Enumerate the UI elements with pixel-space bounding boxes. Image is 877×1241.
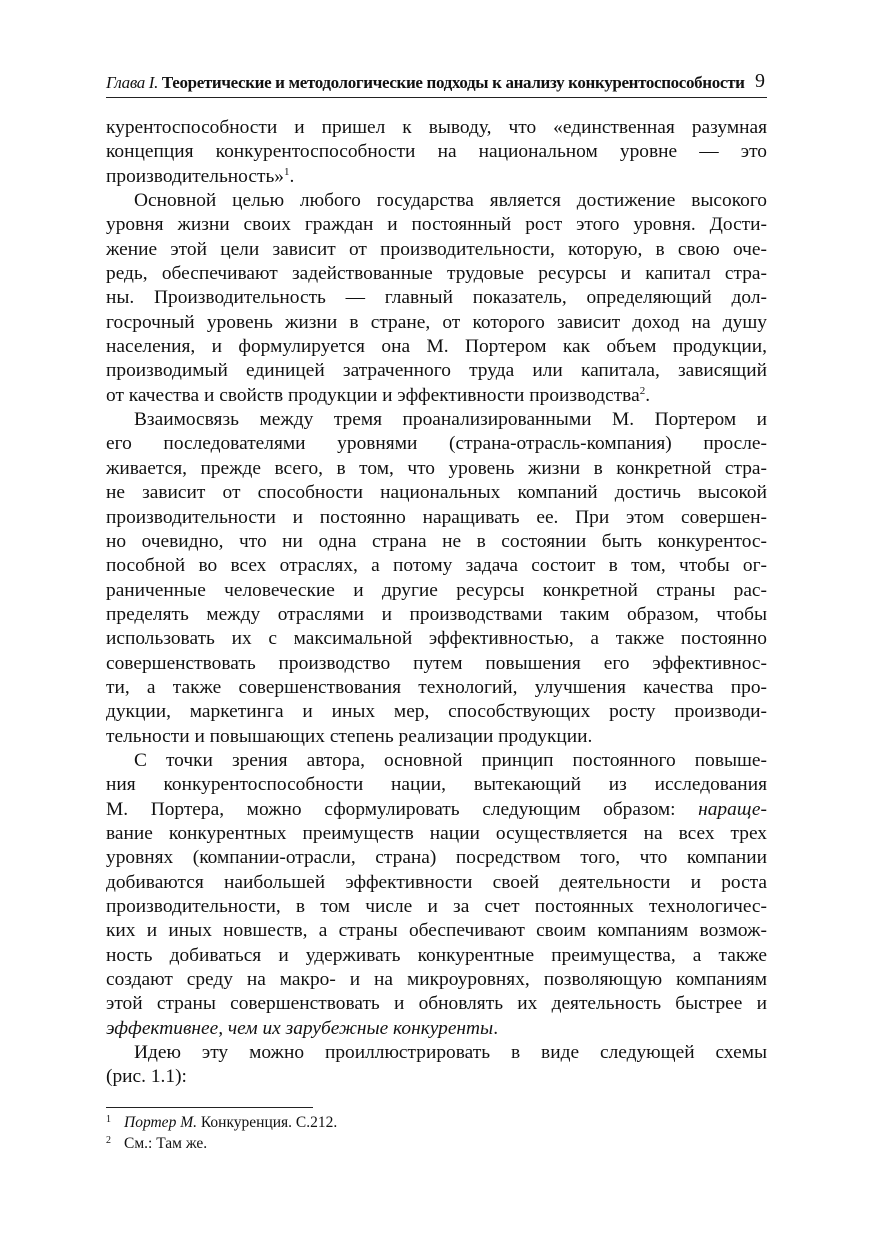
text-line: производительности и постоянно наращивать ее. При этом совершен- (106, 506, 767, 528)
text-line: не зависит от способности национальных компаний достичь высокой (106, 482, 767, 504)
text-line: но очевидно, что ни одна страна не в состоянии быть конкурентос- (106, 530, 767, 552)
text-line: жение этой цели зависит от производительности, которую, в свою оче- (106, 238, 767, 260)
text-line: курентоспособности и пришел к выводу, что «единственная разумная (106, 117, 767, 138)
text-line (106, 798, 767, 822)
text-line: производимый единицей затраченного труда или капитала, зависящий (106, 360, 767, 382)
text-line-italic: ность добиваться и удерживать конкурентные преимущества, а также (106, 944, 767, 966)
text-line: тельности и повышающих степень реализации продукции. (106, 725, 593, 747)
footnote: 1 Портер М. Конкуренция. С.212. (106, 1114, 338, 1131)
text-line-italic: ких и иных новшеств, а страны обеспечивают своим компаниям возмож- (106, 920, 767, 942)
footnote-ref: 2 (639, 384, 646, 397)
text-fragment-italic: нараще- (698, 798, 767, 820)
text-fragment: производительность» (106, 165, 284, 187)
text-line: С точки зрения автора, основной принцип постоянного повыше- (134, 749, 767, 771)
text-line (106, 1017, 767, 1041)
text-line: концепция конкурентоспособности на национальном уровне — это (106, 141, 767, 163)
text-line-italic: производительности, в том числе и за счет постоянных технологичес- (106, 896, 767, 917)
text-fragment: М. Портера, можно сформулировать следующим образом: (106, 798, 676, 820)
text-line-italic: добиваются наибольшей эффективности своей деятельности и роста (106, 871, 767, 893)
body-text (106, 116, 767, 1090)
text-fragment-italic: эффективнее, чем их зарубежные конкуренты (106, 1017, 494, 1039)
text-line-italic: вание конкурентных преимуществ нации осуществляется на всех трех (106, 822, 767, 844)
text-line: уровня жизни своих граждан и постоянный рост этого уровня. Дости- (106, 214, 767, 236)
text-line-italic: уровнях (компании-отрасли, страна) посредством того, что компании (106, 847, 767, 869)
text-fragment: . (645, 384, 651, 406)
footnote-ref: 1 (283, 165, 290, 178)
text-fragment: . (289, 165, 295, 187)
text-line (106, 384, 767, 408)
text-line: ны. Производительность — главный показатель, определяющий дол- (106, 287, 767, 309)
text-line: редь, обеспечивают задействованные трудовые ресурсы и капитал стра- (106, 263, 767, 285)
text-line-italic: создают среду на макро- и на микроуровнях, позволяющую компаниям (106, 969, 767, 991)
text-fragment: от качества и свойств продукции и эффективности производства (106, 384, 640, 406)
page-number: 9 (755, 70, 765, 92)
text-line-italic: этой страны совершенствовать и обновлять их деятельность быстрее и (106, 993, 767, 1015)
text-line: пособной во всех отраслях, а потому задача состоит в том, чтобы ог- (106, 555, 767, 577)
text-line: его последователями уровнями (страна-отрасль-компания) просле- (106, 433, 767, 455)
text-line: Идею эту можно проиллюстрировать в виде следующей схемы (134, 1042, 767, 1064)
text-line: Взаимосвязь между тремя проанализированными М. Портером и (134, 409, 767, 431)
footnote-text: Конкуренция. С.212. (196, 1114, 338, 1131)
text-line: совершенствовать производство путем повышения его эффективнос- (106, 652, 767, 674)
footnote-text: См.: Там же. (124, 1135, 208, 1152)
text-line: использовать их с максимальной эффективностью, а также постоянно (106, 628, 767, 650)
text-line: ния конкурентоспособности нации, вытекающий из исследования (106, 774, 767, 796)
footnote-divider (106, 1107, 313, 1108)
text-fragment: . (493, 1017, 499, 1039)
footnotes (106, 1112, 767, 1154)
text-line: раниченные человеческие и другие ресурсы конкретной страны рас- (106, 579, 767, 601)
chapter-title: Теоретические и методологические подходы к анализу конкурентоспособности (161, 73, 745, 92)
text-line: пределять между отраслями и производствами таким образом, чтобы (106, 603, 767, 625)
chapter-label: Глава I. (106, 73, 159, 92)
text-line: Основной целью любого государства является достижение высокого (134, 190, 767, 212)
running-header (106, 71, 767, 98)
text-line: госрочный уровень жизни в стране, от которого зависит доход на душу (106, 311, 767, 333)
text-line: населения, и формулируется она М. Портером как объем продукции, (106, 336, 767, 358)
text-line: (рис. 1.1): (106, 1066, 187, 1088)
footnote: 2 См.: Там же. (106, 1135, 208, 1152)
running-header-title (106, 73, 745, 93)
footnote-author: Портер М. (124, 1114, 197, 1131)
text-line: живается, прежде всего, в том, что уровень жизни в конкретной стра- (106, 457, 767, 479)
text-line (106, 165, 767, 189)
text-line: ти, а также совершенствования технологий, улучшения качества про- (106, 676, 767, 698)
text-line: дукции, маркетинга и иных мер, способствующих росту производи- (106, 701, 767, 723)
